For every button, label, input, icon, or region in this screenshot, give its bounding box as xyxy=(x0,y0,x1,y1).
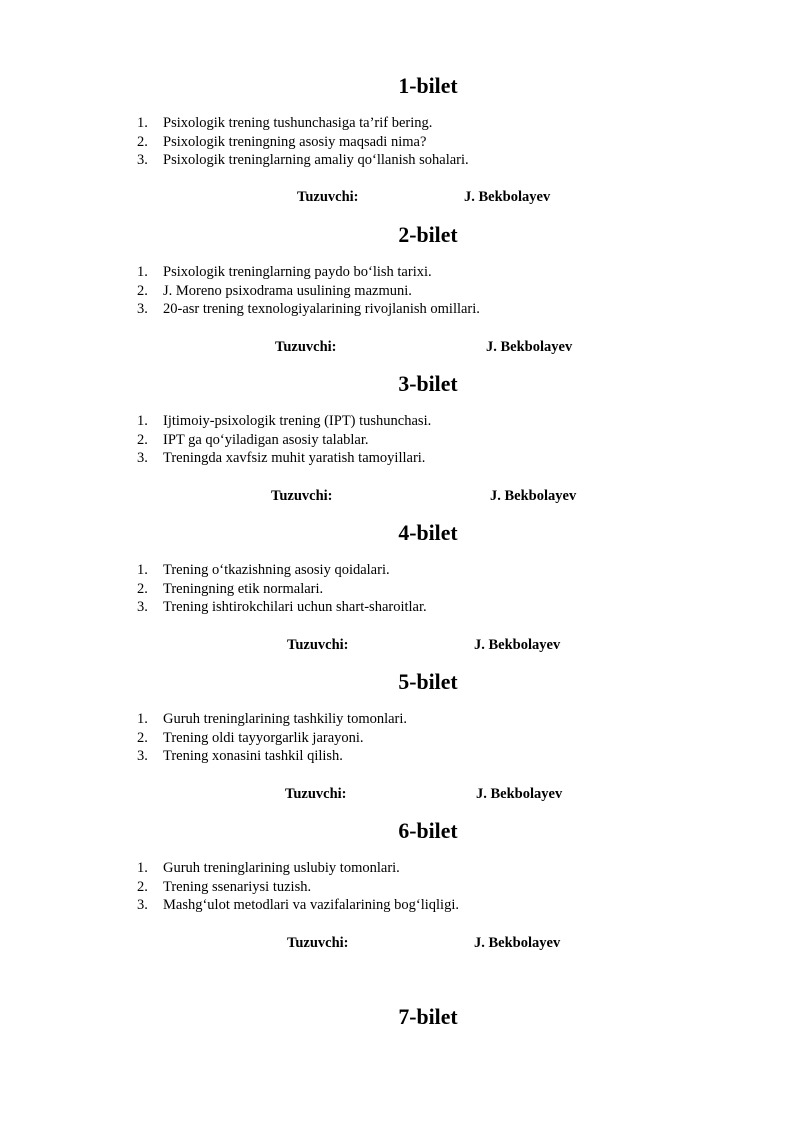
question-text: Trening ssenariysi tuzish. xyxy=(163,878,312,895)
compiler-name: J. Bekbolayev xyxy=(464,189,551,205)
question-text: J. Moreno psixodrama usulining mazmuni. xyxy=(163,282,412,299)
question-text: Trening ishtirokchilari uchun shart-sharoitlar. xyxy=(163,599,427,615)
compiler-label: Tuzuvchi: xyxy=(287,637,349,653)
question-item: 2. J. Moreno psixodrama usulining mazmuni. xyxy=(137,282,412,299)
question-list xyxy=(137,859,459,915)
question-text: Psixologik trening tushunchasiga ta’rif bering. xyxy=(163,115,433,131)
question-text: Treningning etik normalari. xyxy=(163,580,324,597)
question-text: Psixologik treningning asosiy maqsadi nima? xyxy=(163,133,427,150)
question-item: 2. Treningning etik normalari. xyxy=(137,580,324,597)
question-item: 2. Trening ssenariysi tuzish. xyxy=(137,878,312,895)
compiler-name: J. Bekbolayev xyxy=(486,339,573,355)
question-text: Psixologik treninglarning paydo bo‘lish tarixi. xyxy=(163,264,432,280)
question-text: Trening xonasini tashkil qilish. xyxy=(163,748,343,764)
question-item: 1. Ijtimoiy-psixologik trening (IPT) tushunchasi. xyxy=(137,413,432,429)
compiler-name: J. Bekbolayev xyxy=(490,488,577,504)
question-text: Trening oldi tayyorgarlik jarayoni. xyxy=(163,729,364,746)
question-list xyxy=(137,710,407,766)
question-list xyxy=(137,114,469,170)
question-item: 2. Trening oldi tayyorgarlik jarayoni. xyxy=(137,729,364,746)
question-text: Treningda xavfsiz muhit yaratish tamoyillari. xyxy=(163,450,426,466)
question-item: 2. Psixologik treningning asosiy maqsadi nima? xyxy=(137,133,427,150)
compiler-label: Tuzuvchi: xyxy=(287,935,349,951)
question-item: 3. Treningda xavfsiz muhit yaratish tamoyillari. xyxy=(137,450,426,466)
question-item: 3. Psixologik treninglarning amaliy qo‘llanish sohalari. xyxy=(137,152,469,168)
question-text: IPT ga qo‘yiladigan asosiy talablar. xyxy=(163,431,369,448)
compiler-name: J. Bekbolayev xyxy=(474,935,561,951)
question-text: Guruh treninglarining uslubiy tomonlari. xyxy=(163,860,400,876)
question-text: Psixologik treninglarning amaliy qo‘llanish sohalari. xyxy=(163,152,469,168)
question-list xyxy=(137,263,480,319)
ticket-title: 2-bilet xyxy=(398,223,458,247)
question-text: Ijtimoiy-psixologik trening (IPT) tushunchasi. xyxy=(163,413,432,429)
question-list xyxy=(137,412,431,468)
question-item: 1. Guruh treninglarining tashkiliy tomonlari. xyxy=(137,711,408,727)
compiler-name: J. Bekbolayev xyxy=(476,786,563,802)
ticket-title: 3-bilet xyxy=(398,372,458,396)
question-item: 3. Mashg‘ulot metodlari va vazifalarining bog‘liqligi. xyxy=(137,897,459,913)
question-text: Mashg‘ulot metodlari va vazifalarining bog‘liqligi. xyxy=(163,897,459,913)
question-item: 2. IPT ga qo‘yiladigan asosiy talablar. xyxy=(137,431,369,448)
ticket-title: 4-bilet xyxy=(398,521,458,545)
compiler-label: Tuzuvchi: xyxy=(275,339,337,355)
question-item: 3. Trening xonasini tashkil qilish. xyxy=(137,748,343,764)
question-text: Trening o‘tkazishning asosiy qoidalari. xyxy=(163,562,390,578)
question-item: 1. Psixologik trening tushunchasiga ta’rif bering. xyxy=(137,115,433,131)
compiler-name: J. Bekbolayev xyxy=(474,637,561,653)
compiler-label: Tuzuvchi: xyxy=(271,488,333,504)
question-text: Guruh treninglarining tashkiliy tomonlari. xyxy=(163,711,408,727)
compiler-label: Tuzuvchi: xyxy=(285,786,347,802)
ticket-title: 1-bilet xyxy=(398,74,458,98)
compiler-label: Tuzuvchi: xyxy=(297,189,359,205)
ticket-title: 5-bilet xyxy=(398,670,458,694)
question-item: 3. 20-asr trening texnologiyalarining rivojlanish omillari. xyxy=(137,301,480,317)
question-item: 1. Psixologik treninglarning paydo bo‘lish tarixi. xyxy=(137,264,432,280)
question-text: 20-asr trening texnologiyalarining rivojlanish omillari. xyxy=(163,301,480,317)
question-item: 1. Trening o‘tkazishning asosiy qoidalari. xyxy=(137,562,390,578)
question-item: 1. Guruh treninglarining uslubiy tomonlari. xyxy=(137,860,400,876)
ticket-title: 6-bilet xyxy=(398,819,458,843)
question-item: 3. Trening ishtirokchilari uchun shart-sharoitlar. xyxy=(137,599,427,615)
ticket-title: 7-bilet xyxy=(398,1005,458,1029)
question-list xyxy=(137,561,427,617)
